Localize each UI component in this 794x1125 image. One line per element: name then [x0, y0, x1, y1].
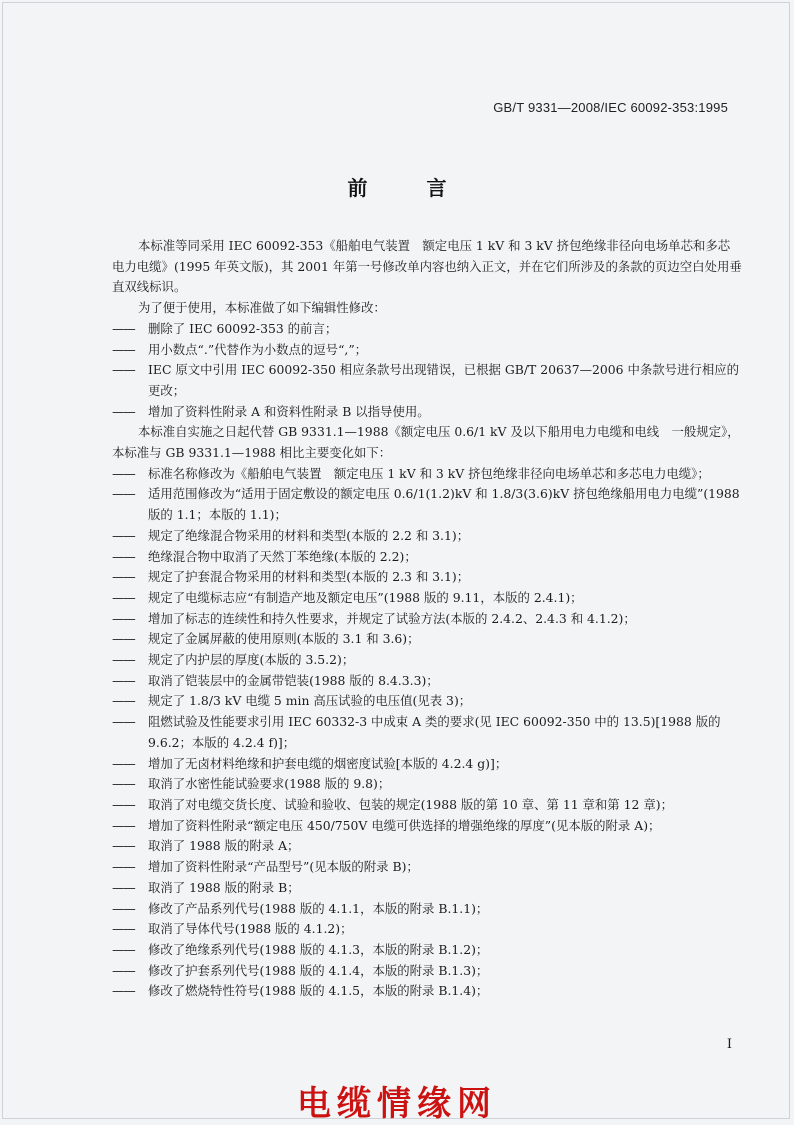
list-item — [112, 795, 742, 816]
dash-marker: —— — [112, 838, 135, 854]
dash-marker: —— — [112, 962, 135, 978]
dash-marker: —— — [112, 859, 135, 875]
list-item — [112, 981, 742, 1002]
list-item — [112, 878, 742, 899]
list-item-text: 增加了无卤材料绝缘和护套电缆的烟密度试验[本版的 4.2.4 g)]； — [148, 755, 508, 771]
list-item-text: 取消了 1988 版的附录 B； — [148, 879, 300, 895]
dash-marker: —— — [112, 589, 135, 605]
dash-marker: —— — [112, 776, 135, 792]
edit-intro-paragraph: 为了便于使用，本标准做了如下编辑性修改： — [138, 300, 386, 316]
dash-marker: —— — [112, 672, 135, 688]
dash-marker: —— — [112, 652, 135, 668]
list-item — [112, 836, 742, 857]
list-item — [112, 609, 742, 630]
dash-marker: —— — [112, 631, 135, 647]
list-item-text: 阻燃试验及性能要求引用 IEC 60332-3 中成束 A 类的要求(见 IEC 60092-350 中的 13.5)[1988 版的 9.6.2；本版的 4.2.4 f)]； — [148, 714, 721, 750]
list-item-text: 用小数点“.”代替作为小数点的逗号“,”； — [148, 341, 368, 357]
list-item — [112, 671, 742, 692]
list-item — [112, 402, 742, 423]
list-item — [112, 360, 742, 401]
list-item-text: 规定了金属屏蔽的使用原则(本版的 3.1 和 3.6)； — [148, 631, 420, 647]
list-item — [112, 816, 742, 837]
list-item — [112, 547, 742, 568]
list-item — [112, 940, 742, 961]
dash-marker: —— — [112, 610, 135, 626]
list-item-text: 取消了导体代号(1988 版的 4.1.2)； — [148, 921, 353, 937]
technical-changes-list — [112, 464, 742, 1002]
list-item-text: 修改了护套系列代号(1988 版的 4.1.4，本版的附录 B.1.3)； — [148, 962, 489, 978]
page-number: I — [726, 1037, 732, 1052]
dash-marker: —— — [112, 527, 135, 543]
dash-marker: —— — [112, 693, 135, 709]
list-item — [112, 567, 742, 588]
dash-marker: —— — [112, 465, 135, 481]
list-item — [112, 319, 742, 340]
list-item-text: 增加了标志的连续性和持久性要求，并规定了试验方法(本版的 2.4.2、2.4.3 和 4.1.2)； — [148, 610, 636, 626]
list-item — [112, 340, 742, 361]
list-item — [112, 712, 742, 753]
list-item-text: 修改了绝缘系列代号(1988 版的 4.1.3，本版的附录 B.1.2)； — [148, 941, 489, 957]
dash-marker: —— — [112, 755, 135, 771]
dash-marker: —— — [112, 320, 135, 336]
dash-marker: —— — [112, 486, 135, 502]
dash-marker: —— — [112, 569, 135, 585]
list-item — [112, 754, 742, 775]
list-item-text: 规定了电缆标志应“有制造产地及额定电压”(1988 版的 9.11，本版的 2.4.1)； — [148, 589, 583, 605]
dash-marker: —— — [112, 341, 135, 357]
list-item — [112, 961, 742, 982]
dash-marker: —— — [112, 403, 135, 419]
list-item-text: 标准名称修改为《船舶电气装置 额定电压 1 kV 和 3 kV 挤包绝缘非径向电场单芯和多芯电力电缆》； — [148, 465, 710, 481]
list-item-text: 修改了燃烧特性符号(1988 版的 4.1.5，本版的附录 B.1.4)； — [148, 983, 489, 999]
dash-marker: —— — [112, 714, 135, 730]
list-item — [112, 588, 742, 609]
dash-marker: —— — [112, 548, 135, 564]
list-item-text: 规定了内护层的厚度(本版的 3.5.2)； — [148, 652, 355, 668]
list-item — [112, 650, 742, 671]
intro-paragraph: 本标准等同采用 IEC 60092-353《船舶电气装置 额定电压 1 kV 和 3 kV 挤包绝缘非径向电场单芯和多芯电力电缆》(1995 年英文版)，其 2001 年第一号修改单内容也纳入正文，并在它们所涉及的条款的页边空白处用垂直双线标识。 — [112, 238, 742, 295]
list-item-text: 删除了 IEC 60092-353 的前言； — [148, 320, 338, 336]
dash-marker: —— — [112, 362, 135, 378]
list-item — [112, 899, 742, 920]
list-item-text: 规定了 1.8/3 kV 电缆 5 min 高压试验的电压值(见表 3)； — [148, 693, 472, 709]
list-item-text: 绝缘混合物中取消了天然丁苯绝缘(本版的 2.2)； — [148, 548, 417, 564]
replacement-paragraph: 本标准自实施之日起代替 GB 9331.1—1988《额定电压 0.6/1 kV 及以下船用电力电缆和电线 一般规定》，本标准与 GB 9331.1—1988 相比主要变化如下： — [112, 424, 740, 461]
list-item-text: 规定了绝缘混合物采用的材料和类型(本版的 2.2 和 3.1)； — [148, 527, 470, 543]
dash-marker: —— — [112, 983, 135, 999]
list-item-text: 规定了护套混合物采用的材料和类型(本版的 2.3 和 3.1)； — [148, 569, 470, 585]
list-item-text: 增加了资料性附录“额定电压 450/750V 电缆可供选择的增强绝缘的厚度”(见本版的附录 A)； — [148, 817, 661, 833]
dash-marker: —— — [112, 921, 135, 937]
site-watermark: 电缆情缘网 — [297, 1084, 497, 1124]
list-item — [112, 464, 742, 485]
list-item-text: 取消了铠装层中的金属带铠装(1988 版的 8.4.3.3)； — [148, 672, 439, 688]
preface-body — [112, 236, 742, 1002]
dash-marker: —— — [112, 796, 135, 812]
list-item — [112, 857, 742, 878]
editorial-changes-list — [112, 319, 742, 423]
dash-marker: —— — [112, 817, 135, 833]
list-item-text: IEC 原文中引用 IEC 60092-350 相应条款号出现错误，已根据 GB/T 20637—2006 中条款号进行相应的更改； — [148, 362, 739, 398]
list-item — [112, 774, 742, 795]
dash-marker: —— — [112, 879, 135, 895]
list-item-text: 取消了 1988 版的附录 A； — [148, 838, 300, 854]
list-item — [112, 629, 742, 650]
list-item-text: 增加了资料性附录“产品型号”(见本版的附录 B)； — [148, 859, 419, 875]
dash-marker: —— — [112, 941, 135, 957]
dash-marker: —— — [112, 900, 135, 916]
page-title: 前 言 — [347, 176, 473, 200]
list-item — [112, 919, 742, 940]
list-item — [112, 691, 742, 712]
list-item-text: 取消了对电缆交货长度、试验和验收、包装的规定(1988 版的第 10 章、第 11 章和第 12 章)； — [148, 796, 673, 812]
list-item-text: 增加了资料性附录 A 和资料性附录 B 以指导使用。 — [148, 403, 430, 419]
list-item-text: 取消了水密性能试验要求(1988 版的 9.8)； — [148, 776, 391, 792]
standard-code: GB/T 9331—2008/IEC 60092-353:1995 — [493, 100, 728, 115]
list-item-text: 适用范围修改为“适用于固定敷设的额定电压 0.6/1(1.2)kV 和 1.8/3(3.6)kV 挤包绝缘船用电力电缆”(1988 版的 1.1；本版的 1.1)； — [148, 486, 740, 523]
list-item-text: 修改了产品系列代号(1988 版的 4.1.1，本版的附录 B.1.1)； — [148, 900, 489, 916]
list-item — [112, 526, 742, 547]
list-item — [112, 484, 742, 525]
